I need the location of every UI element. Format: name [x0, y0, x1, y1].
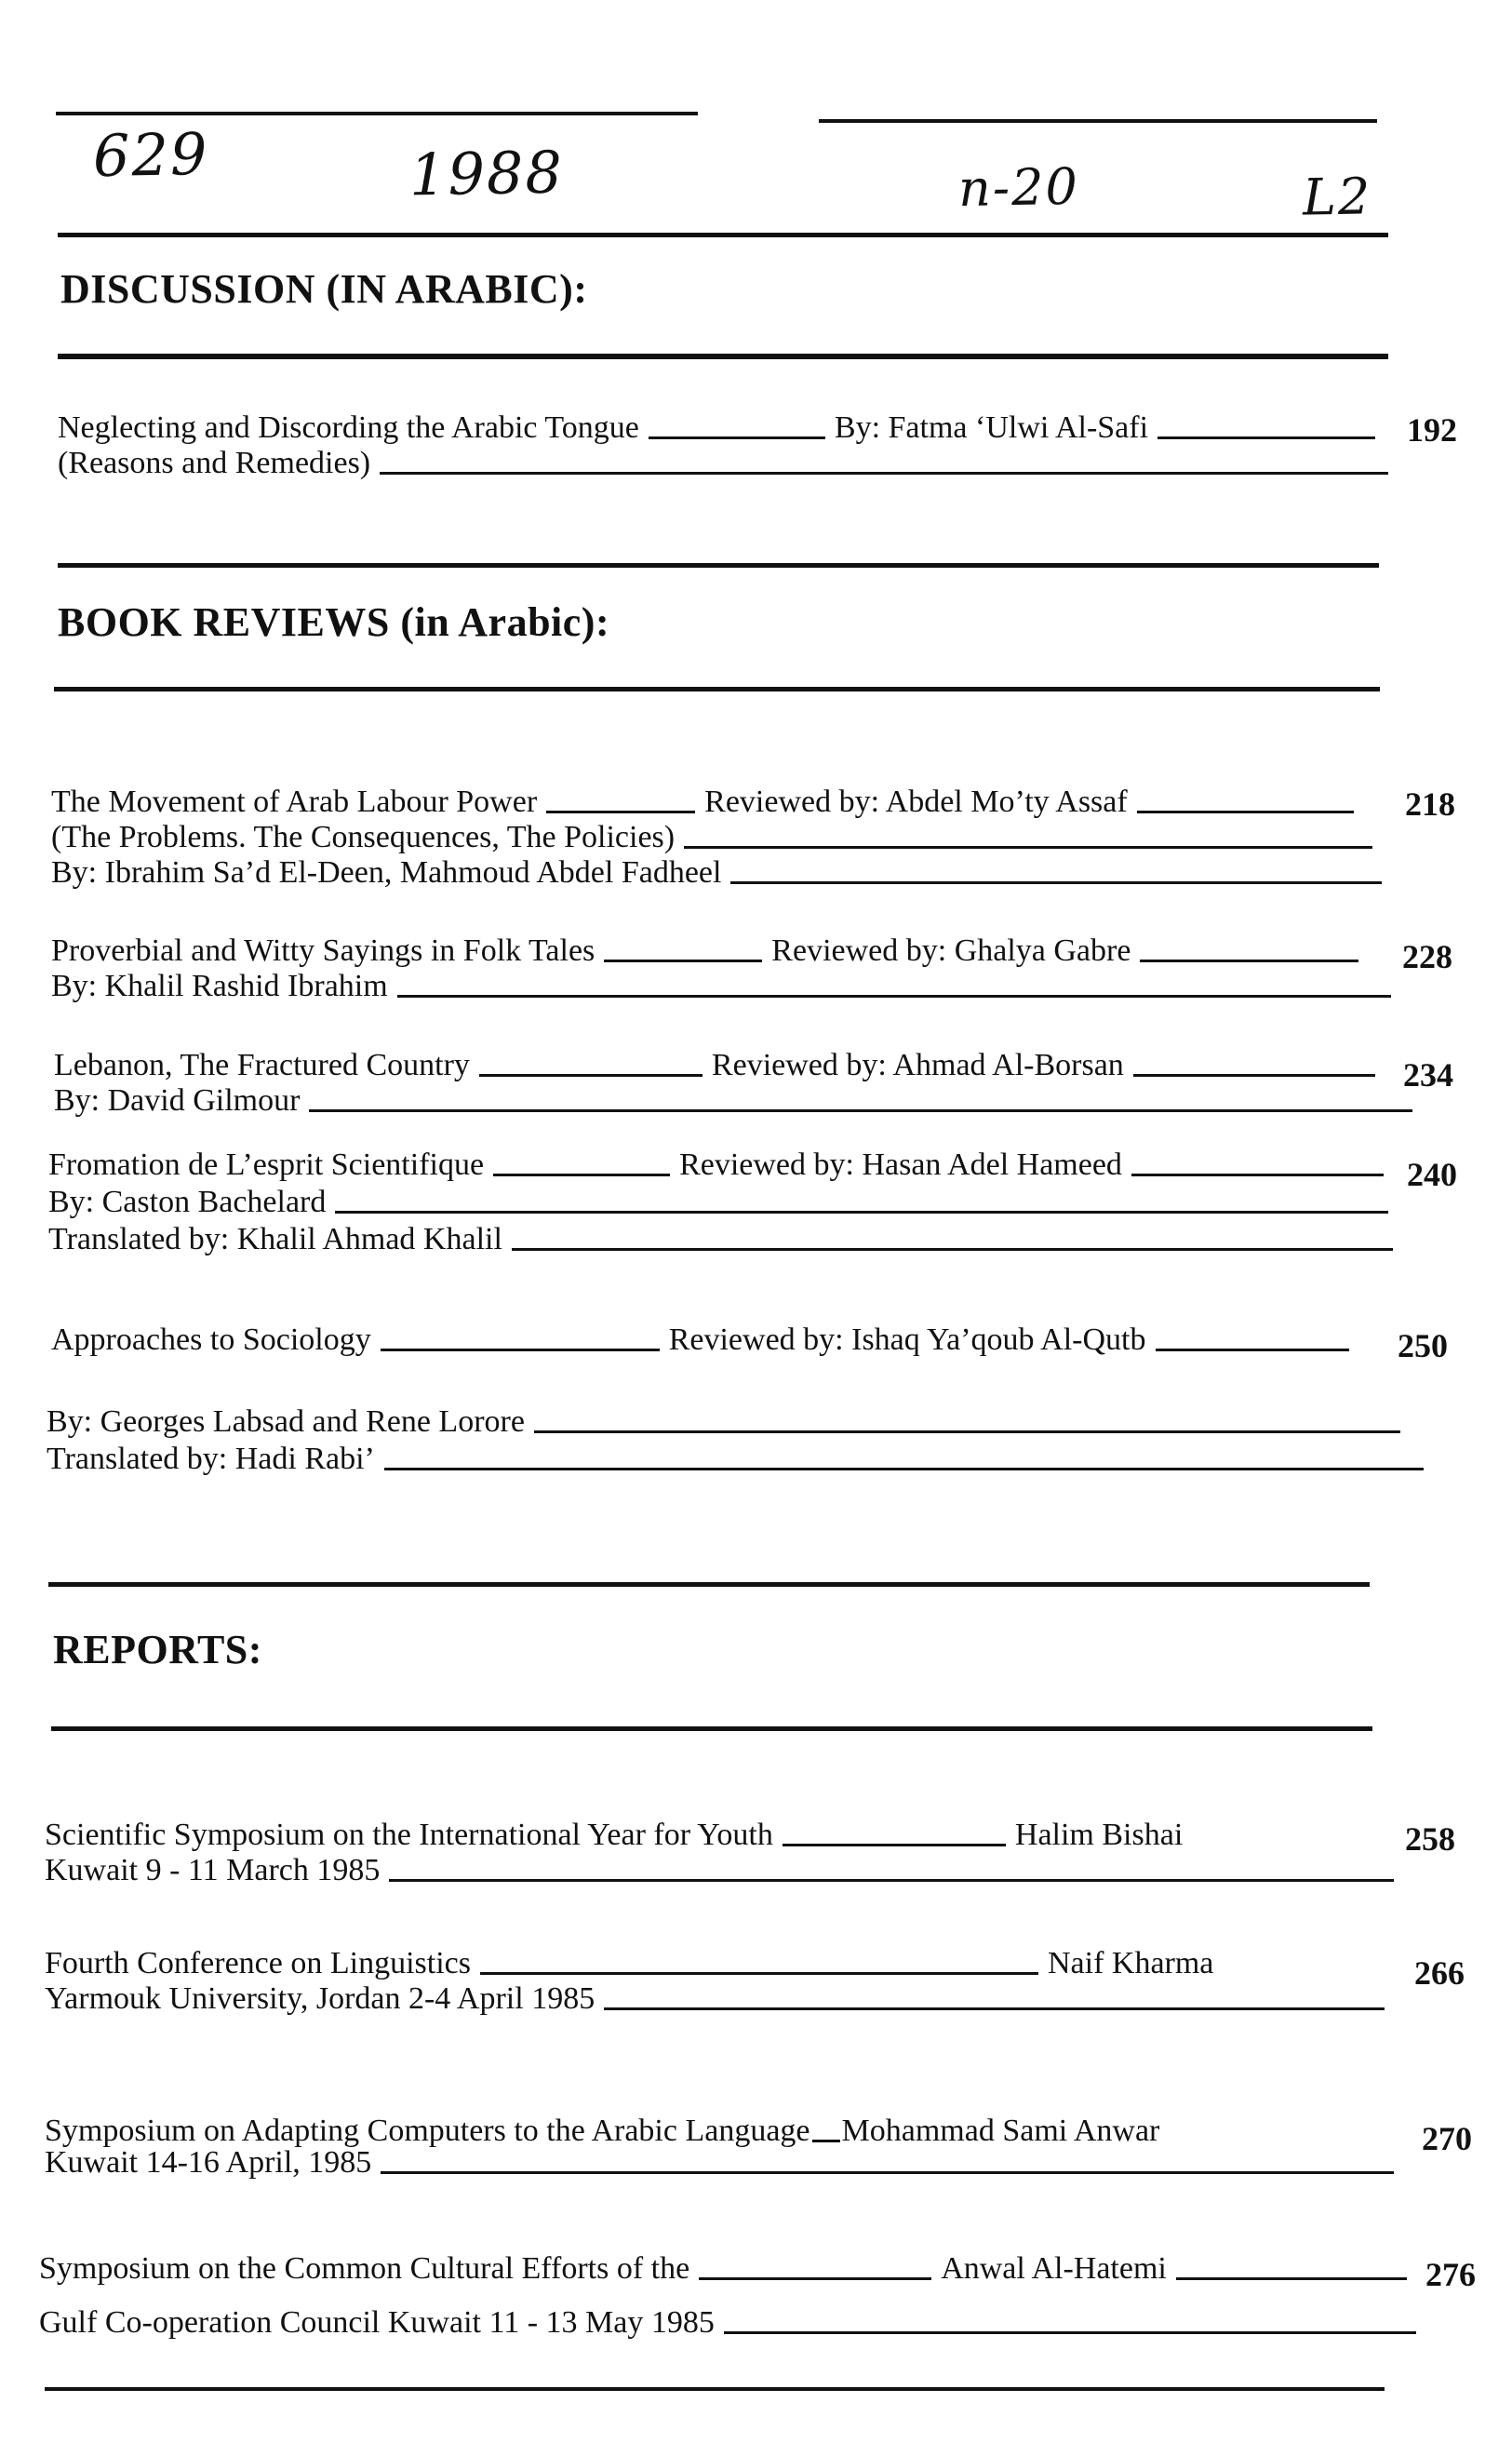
entry-line-2: By: Georges Labsad and Rene Lorore [47, 1403, 1410, 1441]
handwritten-code: L2 [1302, 167, 1372, 227]
entry-author: Naif Kharma [1047, 1946, 1214, 1980]
review-entry [51, 784, 1484, 905]
entry-reviewer: Reviewed by: Abdel Mo’ty Assaf [704, 785, 1128, 819]
entry-line-2: Gulf Co-operation Council Kuwait 11 - 13 May 1985 [39, 2304, 1425, 2342]
report-entry [39, 2250, 1491, 2353]
discussion-rule [58, 354, 1388, 359]
handwritten-number-left: 629 [92, 119, 209, 191]
entry-line-2: (The Problems. The Consequences, The Policies) [51, 819, 1382, 856]
entry-title: Scientific Symposium on the International Year for Youth [45, 1818, 773, 1852]
entry-title: Fourth Conference on Linguistics [45, 1946, 471, 1980]
entry-title: Neglecting and Discording the Arabic Tongue [58, 410, 639, 445]
entry-line-3: Translated by: Hadi Rabi’ [47, 1441, 1433, 1478]
page-number: 258 [1405, 1820, 1455, 1858]
entry-author: Mohammad Sami Anwar [841, 2114, 1160, 2148]
entry-line-2: By: Caston Bachelard [48, 1184, 1398, 1221]
reports-heading: REPORTS: [53, 1627, 262, 1672]
report-entry [45, 1817, 1487, 1900]
review-entry [48, 1147, 1481, 1268]
entry-title-line [51, 1322, 1358, 1359]
discussion-heading: DISCUSSION (IN ARABIC): [60, 266, 588, 312]
entry-title-line [39, 2250, 1416, 2288]
page-number: 234 [1403, 1056, 1453, 1094]
page-number: 228 [1402, 938, 1452, 975]
entry-title: Symposium on the Common Cultural Efforts of the [39, 2251, 690, 2286]
entry-author: Halim Bishai [1014, 1818, 1184, 1852]
entry-line-2: By: David Gilmour [54, 1082, 1422, 1120]
header-rule [58, 233, 1388, 237]
reports-rule [51, 1726, 1372, 1731]
entry-reviewer: Reviewed by: Hasan Adel Hameed [679, 1148, 1122, 1182]
review-entry [54, 1047, 1487, 1131]
review-entry [51, 933, 1484, 1016]
entry-line-3: By: Ibrahim Sa’d El-Deen, Mahmoud Abdel Fadheel [51, 854, 1391, 892]
entry-reviewer: Reviewed by: Ghalya Gabre [771, 933, 1131, 968]
entry-line-2: Kuwait 9 - 11 March 1985 [45, 1852, 1403, 1889]
entry-title: The Movement of Arab Labour Power [51, 785, 538, 819]
discussion-entry [58, 409, 1481, 493]
entry-title-line [51, 933, 1368, 970]
entry-title: Proverbial and Witty Sayings in Folk Tales [51, 933, 595, 968]
page-number: 218 [1405, 785, 1455, 823]
entry-reviewer: Reviewed by: Ahmad Al-Borsan [711, 1048, 1124, 1082]
report-entry [45, 1945, 1487, 2029]
entry-title: Lebanon, The Fractured Country [54, 1048, 470, 1082]
review-entry [47, 1322, 1484, 1489]
page-number: 276 [1425, 2256, 1476, 2293]
entry-subtitle: (Reasons and Remedies) [58, 446, 371, 480]
page-number: 270 [1422, 2120, 1472, 2157]
entry-title-line [51, 784, 1363, 821]
entry-line-2: By: Khalil Rashid Ibrahim [51, 968, 1400, 1005]
entry-subtitle-line [58, 445, 1398, 482]
entry-title-line [48, 1147, 1393, 1184]
page-number: 266 [1414, 1954, 1465, 1992]
entry-author: By: Fatma ‘Ulwi Al-Safi [834, 410, 1149, 445]
report-entry [45, 2113, 1496, 2196]
top-rule-right [819, 119, 1377, 123]
entry-title-line [45, 1945, 1385, 1982]
entry-title-line [45, 1817, 1394, 1854]
page-number: 192 [1407, 411, 1457, 449]
entry-line-2: Kuwait 14-16 April, 1985 [45, 2144, 1403, 2181]
top-rule-left [56, 112, 698, 115]
entry-title-line [54, 1047, 1385, 1084]
handwritten-year: 1988 [408, 138, 565, 209]
entry-line-2: Yarmouk University, Jordan 2-4 April 1985 [45, 1980, 1394, 2018]
entry-author: Anwal Al-Hatemi [941, 2251, 1167, 2286]
entry-title: Approaches to Sociology [51, 1322, 371, 1357]
entry-title-line [58, 409, 1388, 447]
entry-title: Fromation de L’esprit Scientifique [48, 1148, 485, 1182]
book-reviews-heading: BOOK REVIEWS (in Arabic): [58, 599, 610, 645]
bottom-rule [45, 2387, 1385, 2391]
page-number: 240 [1407, 1156, 1457, 1193]
entry-reviewer: Reviewed by: Ishaq Ya’qoub Al-Qutb [668, 1322, 1146, 1357]
entry-line-3: Translated by: Khalil Ahmad Khalil [48, 1221, 1402, 1258]
entry-title: Symposium on Adapting Computers to the Arabic Language [45, 2114, 810, 2148]
section-rule [48, 1582, 1370, 1587]
book-reviews-rule [54, 687, 1380, 691]
handwritten-issue-number: n-20 [957, 156, 1080, 219]
page-number: 250 [1398, 1327, 1448, 1364]
section-rule [58, 563, 1379, 568]
